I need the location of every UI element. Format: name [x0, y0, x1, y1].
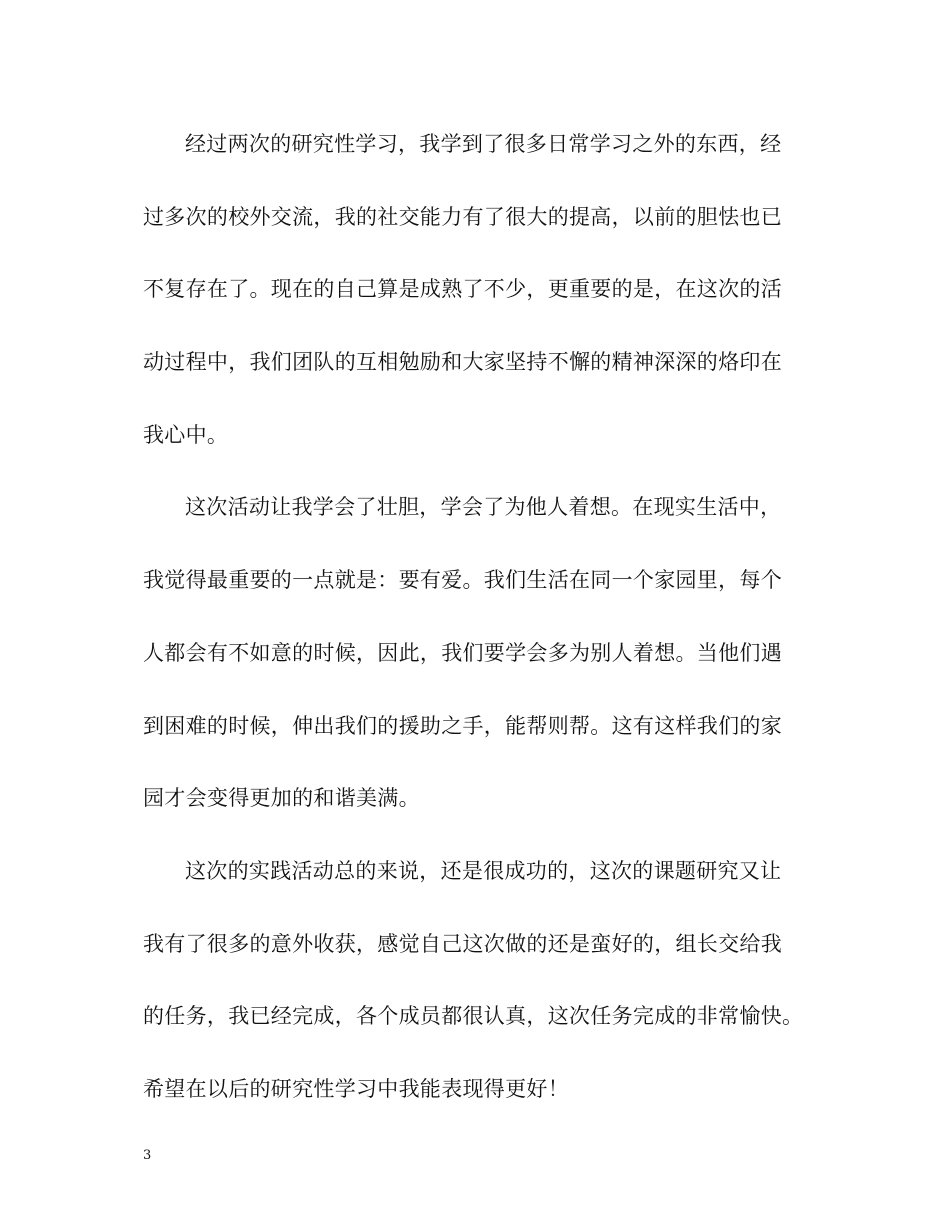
body-text	[143, 118, 813, 1136]
paragraph-3-line-3: 的任务，我已经完成，各个成员都很认真，这次任务完成的非常愉快。	[143, 1004, 804, 1029]
paragraph-3-line-1: 这次的实践活动总的来说，还是很成功的，这次的课题研究又让	[185, 858, 782, 883]
paragraph-2-line-1: 这次活动让我学会了壮胆，学会了为他人着想。在现实生活中，	[185, 495, 782, 520]
paragraph-1-line-4: 动过程中，我们团队的互相勉励和大家坚持不懈的精神深深的烙印在	[143, 350, 782, 375]
paragraph-3-line-4: 希望在以后的研究性学习中我能表现得更好！	[143, 1076, 569, 1101]
paragraph-1-line-1: 经过两次的研究性学习，我学到了很多日常学习之外的东西，经	[185, 132, 782, 156]
paragraph-3-line-2: 我有了很多的意外收获，感觉自己这次做的还是蛮好的，组长交给我	[143, 931, 782, 956]
paragraph-2-line-5: 园才会变得更加的和谐美满。	[143, 786, 420, 811]
paragraph-1-line-2: 过多次的校外交流，我的社交能力有了很大的提高，以前的胆怯也已	[143, 204, 782, 229]
paragraph-2-line-3: 人都会有不如意的时候，因此，我们要学会多为别人着想。当他们遇	[143, 640, 782, 665]
paragraph-2-line-4: 到困难的时候，伸出我们的援助之手，能帮则帮。这有这样我们的家	[143, 713, 782, 738]
page-number: 3	[143, 1148, 152, 1163]
paragraph-1-line-5: 我心中。	[143, 422, 229, 447]
paragraph-1-line-3: 不复存在了。现在的自己算是成熟了不少，更重要的是，在这次的活	[143, 277, 782, 302]
paragraph-2-line-2: 我觉得最重要的一点就是：要有爱。我们生活在同一个家园里，每个	[143, 568, 782, 593]
